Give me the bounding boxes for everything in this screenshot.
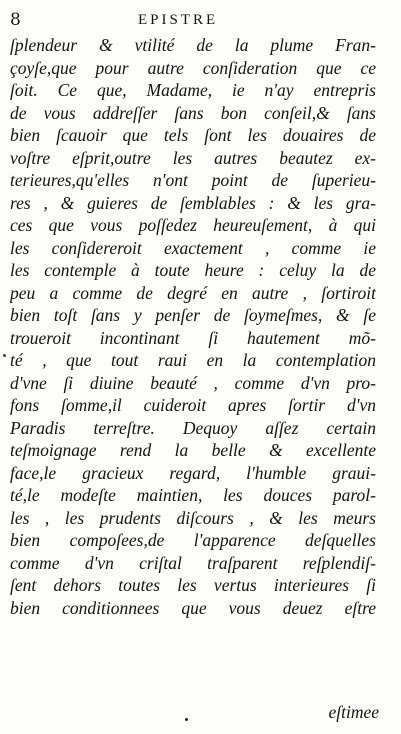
text-line: ſent dehors toutes les vertus interieures ſi [10, 575, 376, 595]
text-line: bien toſt ſans y penſer de ſoymeſmes, & ſe [10, 305, 376, 325]
text-line: terieures,qu'elles n'ont point de ſuperieu- [10, 170, 376, 190]
text-line: fons ſomme,il cuideroit apres ſortir d'vn [10, 395, 376, 415]
page-number: 8 [10, 10, 21, 30]
text-line: bien conditionnees que vous deuez eſtre [10, 597, 376, 618]
text-line: peu a comme de degré en autre , ſortiroit [10, 282, 376, 303]
text-line: voſtre eſprit,outre les autres beautez ex- [10, 147, 376, 168]
text-line: de vous addreſſer ſans bon conſeil,& ſans [10, 102, 376, 123]
catchword: eſtimee [328, 702, 379, 722]
text-line: res , & guieres de ſemblables : & les gra- [10, 192, 376, 213]
ink-speck [185, 718, 188, 721]
text-line: çoyſe,que pour autre conſideration que ce [10, 57, 376, 78]
text-line: face,le gracieux regard, l'humble graui- [10, 462, 376, 483]
running-title: EPISTRE [138, 12, 219, 28]
body-text [10, 34, 376, 619]
text-line: bien ſcauoir que tels ſont les douaires de [10, 125, 376, 145]
text-line: d'vne ſi diuine beauté , comme d'vn pro- [10, 372, 376, 393]
text-line: comme d'vn criſtal traſparent reſplendiſ- [10, 552, 376, 573]
text-line: ſoit. Ce que, Madame, ie n'ay entrepris [10, 80, 376, 100]
text-line: Paradis terreſtre. Dequoy aſſez certain [10, 417, 376, 438]
text-line: ſplendeur & vtilité de la plume Fran- [10, 35, 376, 55]
text-line: té , que tout raui en la contemplation [10, 350, 376, 370]
text-line: les contemple à toute heure : celuy la de [10, 260, 376, 280]
text-line: té,le modeſte maintien, les douces parol- [10, 485, 376, 505]
text-line: bien compoſees,de l'apparence deſquelles [10, 530, 376, 550]
running-head [10, 10, 390, 32]
text-line: troueroit incontinant ſi hautement mõ- [10, 327, 376, 348]
text-line: les , les prudents diſcours , & les meurs [10, 507, 376, 528]
text-line: ces que vous poſſedez heureuſement, à qui [10, 215, 376, 235]
ink-speck [3, 354, 6, 357]
text-line: les conſidereroit exactement , comme ie [10, 237, 376, 258]
text-line: teſmoignage rend la belle & excellente [10, 440, 376, 460]
